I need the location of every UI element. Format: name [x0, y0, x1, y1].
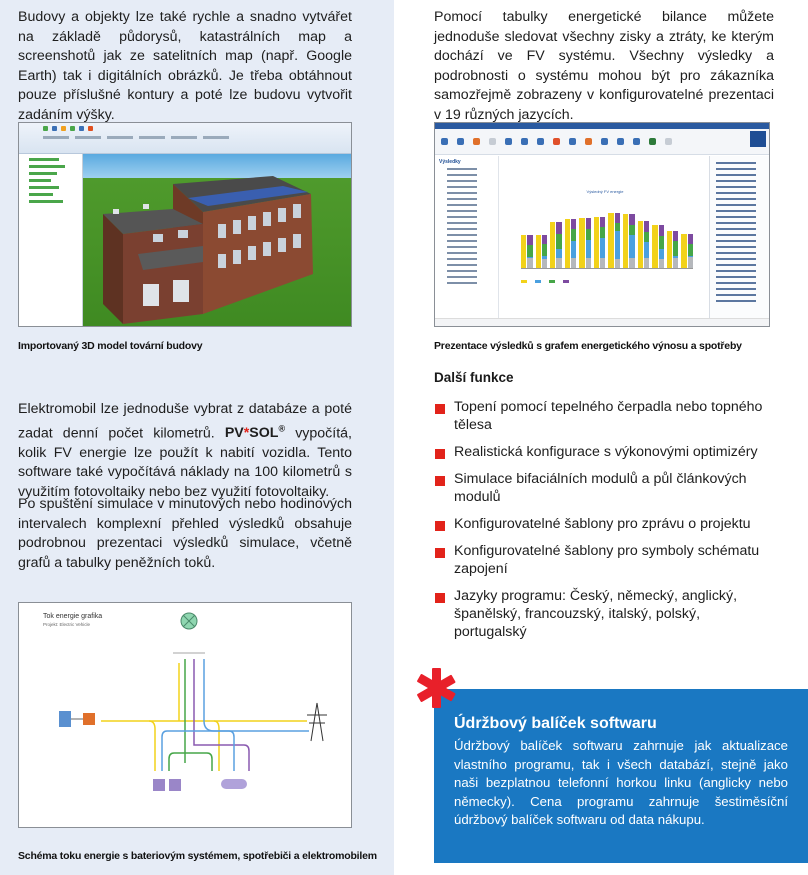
bar-segment — [542, 244, 547, 256]
feature-item — [434, 398, 774, 434]
results-screenshot — [434, 122, 770, 327]
app-ribbon-toolbar — [19, 123, 351, 154]
bar-segment — [629, 235, 634, 258]
bar-group — [521, 199, 533, 268]
bar-segment — [644, 242, 649, 259]
bar-segment — [659, 236, 664, 250]
pvsol-logo-icon — [750, 131, 766, 147]
bar-segment — [644, 232, 649, 242]
bar-consumption-stack — [644, 221, 649, 268]
bar-segment — [600, 238, 605, 259]
bar-segment — [629, 214, 634, 226]
battery-icon — [169, 779, 181, 791]
maintenance-title: Údržbový balíček softwaru — [454, 715, 657, 732]
bar-segment — [615, 259, 620, 268]
bar-segment — [644, 221, 649, 232]
features-heading: Další funkce — [434, 370, 514, 385]
energy-yield-chart — [507, 189, 703, 285]
bar-segment — [542, 259, 547, 268]
bar-yield — [579, 218, 584, 268]
feature-text: Topení pomocí tepelného čerpadla nebo topného tělesa — [454, 399, 763, 433]
app-toolbar — [435, 129, 769, 155]
bar-consumption-stack — [571, 219, 576, 268]
bar-group — [550, 199, 562, 268]
ev-paragraph — [18, 400, 352, 502]
bar-segment — [571, 229, 576, 241]
pv-panel-icon — [59, 711, 71, 727]
bar-segment — [600, 227, 605, 237]
energy-flow-screenshot — [18, 602, 352, 828]
bar-consumption-stack — [542, 235, 547, 268]
bar-segment — [542, 235, 547, 244]
bar-segment — [586, 258, 591, 268]
figure-caption-results: Prezentace výsledků s grafem energetického výnosu a spotřeby — [434, 340, 742, 352]
bar-segment — [527, 245, 532, 257]
bar-group — [594, 199, 606, 268]
results-tree — [435, 156, 499, 318]
maintenance-text: Údržbový balíček softwaru zahrnuje jak aktualizace vlastního programu, tak i všech databází, stejně jako naši bezplatnou telefonní horkou linku (anglicky nebo německy). Cena programu zahrnuje šestiměsíční údržbový balíček softwaru od data nákupu. — [454, 738, 788, 827]
intro-paragraph-left: Budovy a objekty lze také rychle a snadno vytvářet na základě půdorysů, katastrálních map a screenshotů jak ze satelitních map (např. Google Earth) tak i digitálních obrázků. Je třeba obtáhnout pouze příslušné kontury a poté lze budovu vytvořit zadáním výšky. — [18, 9, 352, 123]
bar-segment — [556, 258, 561, 268]
bar-group — [652, 199, 664, 268]
bar-segment — [571, 219, 576, 229]
ev-text-pre: Elektromobil lze jednoduše vybrat z databáze a poté zadat denní počet kilometrů. — [18, 401, 352, 442]
inverter-icon — [83, 713, 95, 725]
bar-group — [623, 199, 635, 268]
bar-segment — [571, 258, 576, 268]
ev-text-post: vypočítá, kolik FV energie lze použít k nabití vozidla. Tento software také vypočítává náklady na 100 kilometrů s využitím fotovoltaiky nebo bez využití fotovoltaiky. — [18, 425, 352, 500]
bar-yield — [536, 235, 541, 268]
simulation-paragraph: Po spuštění simulace v minutových nebo hodinových intervalech komplexní přehled výsledků obsahuje podrobnou prezentaci výsledků simulace, včetně grafů a tabulky peněžních toků. — [18, 496, 352, 571]
red-square-bullet-icon — [435, 476, 445, 486]
bar-segment — [586, 240, 591, 257]
bar-segment — [600, 258, 605, 268]
bar-consumption-stack — [688, 234, 693, 269]
bar-group — [536, 199, 548, 268]
bar-group — [638, 199, 650, 268]
bar-segment — [600, 217, 605, 227]
figure-caption-energy-flow: Schéma toku energie s bateriovým systémem, spotřebiči a elektromobilem — [18, 850, 377, 862]
factory-building-icon — [83, 154, 352, 327]
maintenance-package-box — [434, 689, 808, 863]
3d-model-screenshot — [18, 122, 352, 327]
bar-yield — [608, 213, 613, 268]
feature-text: Konfigurovatelné šablony pro symboly schématu zapojení — [454, 543, 760, 577]
bar-consumption-stack — [659, 225, 664, 268]
bar-segment — [556, 234, 561, 248]
bar-segment — [688, 244, 693, 256]
bar-yield — [652, 225, 657, 268]
feature-text: Konfigurovatelné šablony pro zprávu o projektu — [454, 516, 751, 532]
bar-yield — [565, 219, 570, 268]
red-square-bullet-icon — [435, 449, 445, 459]
feature-item — [434, 515, 774, 533]
bar-group — [565, 199, 577, 268]
red-asterisk-icon — [412, 664, 460, 712]
chart-legend — [521, 280, 569, 283]
brand-registered: ® — [278, 423, 286, 434]
flow-title: Tok energie grafika — [43, 613, 103, 620]
bar-segment — [571, 241, 576, 258]
feature-item — [434, 587, 774, 641]
feature-item — [434, 470, 774, 506]
bar-segment — [527, 258, 532, 268]
feature-text: Realistická konfigurace s výkonovými optimizéry — [454, 444, 758, 460]
bar-segment — [659, 259, 664, 268]
project-tree — [19, 154, 83, 326]
bar-yield — [594, 217, 599, 268]
bar-segment — [688, 234, 693, 244]
bar-yield — [681, 234, 686, 269]
bar-segment — [673, 258, 678, 268]
bar-yield — [550, 222, 555, 268]
bar-segment — [615, 223, 620, 231]
bar-segment — [644, 258, 649, 268]
figure-caption-3d-model: Importovaný 3D model tovární budovy — [18, 340, 203, 352]
feature-item — [434, 443, 774, 461]
bar-consumption-stack — [586, 218, 591, 268]
bar-segment — [615, 231, 620, 259]
bar-segment — [586, 229, 591, 241]
brand-name — [225, 425, 285, 441]
bar-yield — [521, 235, 526, 268]
results-panel-title: Výsledky — [439, 159, 461, 165]
status-bar — [435, 318, 769, 326]
bar-segment — [673, 241, 678, 256]
feature-text: Jazyky programu: Český, německý, anglický, španělský, francouzský, italský, polský, portugalský — [454, 588, 738, 640]
results-summary-panel — [709, 156, 769, 318]
bar-segment — [556, 249, 561, 259]
bar-segment — [556, 222, 561, 234]
bar-consumption-stack — [629, 214, 634, 269]
red-square-bullet-icon — [435, 404, 445, 414]
features-list — [434, 398, 774, 650]
bar-consumption-stack — [615, 213, 620, 268]
bar-consumption-stack — [527, 235, 532, 268]
bar-segment — [688, 257, 693, 268]
red-square-bullet-icon — [435, 593, 445, 603]
feature-text: Simulace bifaciálních modulů a půl článkových modulů — [454, 471, 747, 505]
chart-title: Výsledný FV energie — [586, 189, 624, 194]
red-square-bullet-icon — [435, 548, 445, 558]
bar-yield — [667, 231, 672, 268]
bar-segment — [527, 235, 532, 245]
brand-sol: SOL — [249, 425, 279, 442]
bar-segment — [659, 225, 664, 235]
bar-segment — [615, 213, 620, 223]
feature-item — [434, 542, 774, 578]
bar-segment — [629, 225, 634, 235]
red-square-bullet-icon — [435, 521, 445, 531]
battery-inverter-icon — [153, 779, 165, 791]
bar-group — [681, 199, 693, 268]
electric-car-icon — [221, 779, 247, 789]
bar-consumption-stack — [600, 217, 605, 268]
brand-pv: PV — [224, 425, 244, 442]
bar-group — [608, 199, 620, 268]
bar-yield — [623, 214, 628, 269]
flow-subtitle: Projekt: Electric Vehicle — [43, 622, 91, 627]
chart-bars — [521, 199, 693, 269]
bar-segment — [629, 258, 634, 268]
bar-group — [579, 199, 591, 268]
power-pylon-icon — [307, 703, 327, 741]
bar-segment — [659, 249, 664, 259]
brand-star: * — [243, 425, 250, 442]
bar-segment — [586, 218, 591, 228]
bar-consumption-stack — [673, 231, 678, 268]
bar-group — [667, 199, 679, 268]
bar-segment — [673, 231, 678, 241]
bar-consumption-stack — [556, 222, 561, 268]
intro-paragraph-right: Pomocí tabulky energetické bilance můžete jednoduše sledovat všechny zisky a ztráty, ke kterým dochází ve FV systému. Všechny výsledky a podrobnosti o systému mohou být pro zákazníka samozřejmě zobrazeny v konfigurovatelné prezentaci v 19 různých jazycích. — [434, 9, 774, 123]
energy-flow-diagram — [19, 603, 352, 828]
bar-yield — [638, 221, 643, 268]
